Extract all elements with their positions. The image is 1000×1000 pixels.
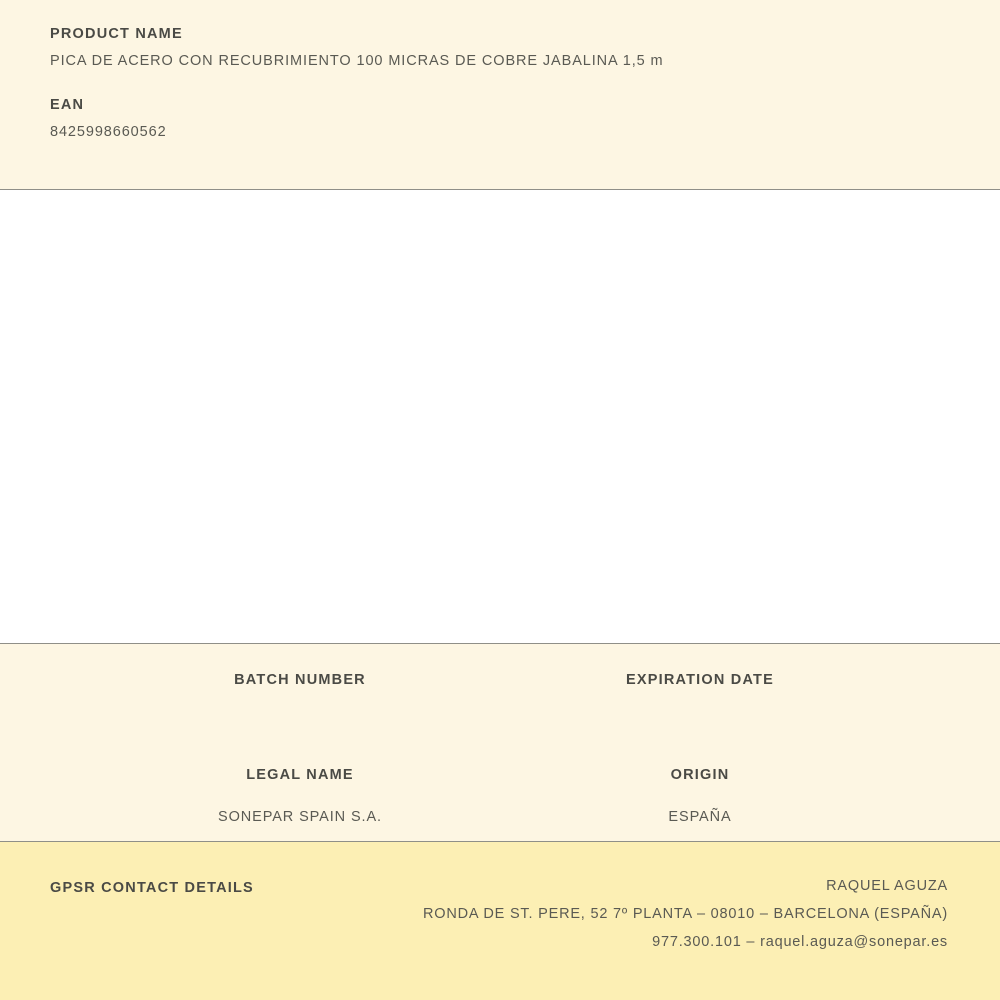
expiration-date-value bbox=[500, 714, 900, 731]
batch-number-value bbox=[100, 714, 500, 731]
ean-value: 8425998660562 bbox=[50, 124, 167, 140]
origin-value: ESPAÑA bbox=[668, 809, 732, 825]
product-identity-section bbox=[0, 0, 1000, 190]
legal-name-label: LEGAL NAME bbox=[246, 767, 354, 783]
product-name-value: PICA DE ACERO CON RECUBRIMIENTO 100 MICRAS DE COBRE JABALINA 1,5 m bbox=[50, 53, 664, 69]
gpsr-contact-details bbox=[423, 878, 948, 950]
batch-number-field bbox=[100, 672, 500, 731]
origin-field bbox=[500, 767, 900, 826]
contact-address: RONDA DE ST. PERE, 52 7º PLANTA – 08010 – BARCELONA (ESPAÑA) bbox=[422, 906, 948, 922]
attributes-row-legal bbox=[0, 767, 1000, 826]
origin-label: ORIGIN bbox=[670, 767, 730, 783]
legal-name-field bbox=[100, 767, 500, 826]
product-name-label: PRODUCT NAME bbox=[50, 26, 183, 42]
expiration-date-label: EXPIRATION DATE bbox=[626, 672, 774, 688]
contact-name: RAQUEL AGUZA bbox=[826, 878, 948, 894]
ean-label: EAN bbox=[50, 97, 85, 113]
gpsr-contact-label: GPSR CONTACT DETAILS bbox=[50, 880, 254, 896]
product-name-field bbox=[50, 26, 950, 69]
contact-phone-email: 977.300.101 – raquel.aguza@sonepar.es bbox=[652, 934, 948, 950]
batch-number-label: BATCH NUMBER bbox=[234, 672, 366, 688]
gpsr-footer bbox=[0, 842, 1000, 1000]
attributes-row-batch bbox=[0, 672, 1000, 731]
ean-field bbox=[50, 97, 950, 140]
expiration-date-field bbox=[500, 672, 900, 731]
product-image-area bbox=[0, 190, 1000, 644]
product-attributes-section bbox=[0, 644, 1000, 842]
legal-name-value: SONEPAR SPAIN S.A. bbox=[218, 809, 382, 825]
